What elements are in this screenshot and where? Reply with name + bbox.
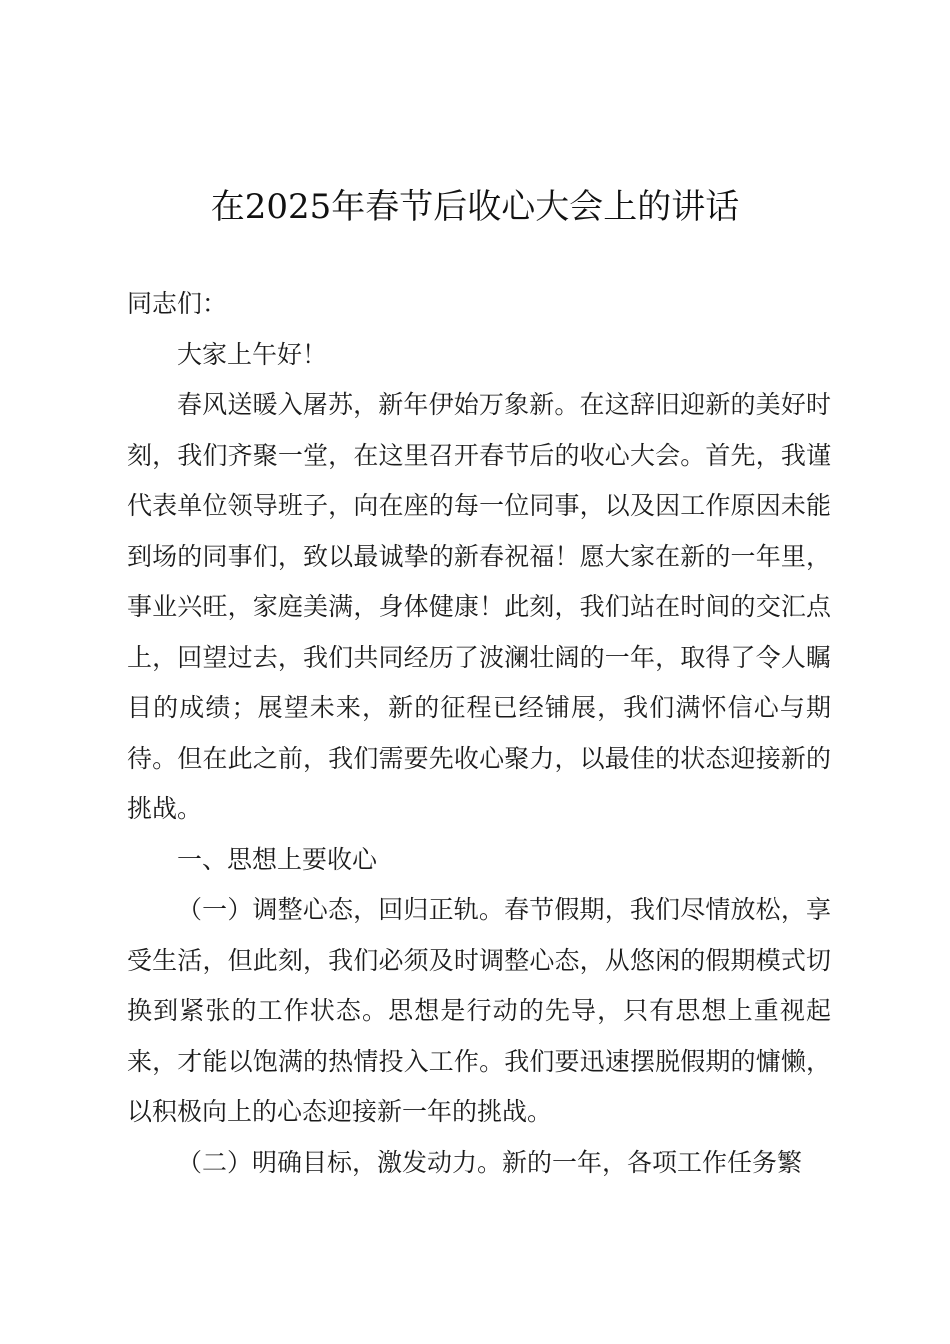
salutation: 同志们： — [127, 289, 228, 318]
document-title: 在2025年春节后收心大会上的讲话 — [210, 187, 740, 227]
section-heading-1: 一、思想上要收心 — [177, 844, 378, 874]
greeting: 大家上午好！ — [177, 339, 328, 369]
document-body — [127, 279, 831, 1188]
paragraph-opening: 春风送暖入屠苏，新年伊始万象新。在这辞旧迎新的美好时刻，我们齐聚一堂，在这里召开春节后的收心大会。首先，我谨代表单位领导班子，向在座的每一位同事，以及因工作原因未能到场的同事们，致以最诚挚的新春祝福！愿大家在新的一年里，事业兴旺，家庭美满，身体健康！此刻，我们站在时间的交汇点上，回望过去，我们共同经历了波澜壮阔的一年，取得了令人瞩目的成绩；展望未来，新的征程已经铺展，我们满怀信心与期待。但在此之前，我们需要先收心聚力，以最佳的状态迎接新的挑战。 — [127, 390, 831, 823]
paragraph-1-2: （二）明确目标，激发动力。新的一年，各项工作任务繁 — [177, 1147, 803, 1177]
paragraph-1-1: （一）调整心态，回归正轨。春节假期，我们尽情放松，享受生活，但此刻，我们必须及时调整心态，从悠闲的假期模式切换到紧张的工作状态。思想是行动的先导，只有思想上重视起来，才能以饱满的热情投入工作。我们要迅速摆脱假期的慵懒，以积极向上的心态迎接新一年的挑战。 — [127, 895, 831, 1126]
